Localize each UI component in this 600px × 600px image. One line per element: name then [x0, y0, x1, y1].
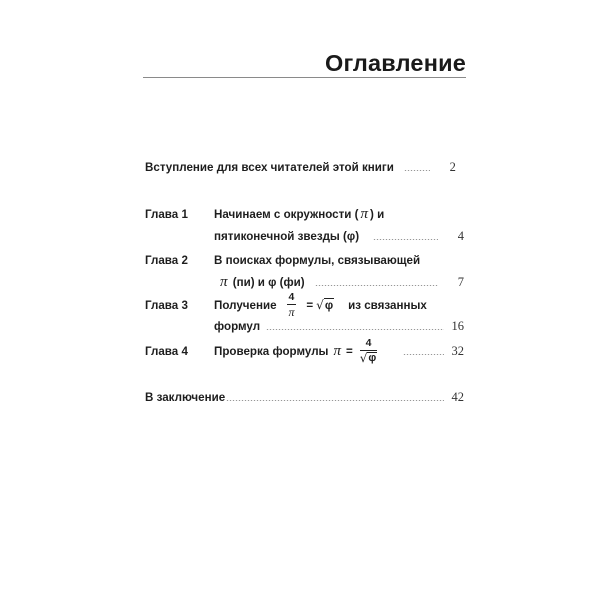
toc-line [145, 387, 464, 407]
dot-leader [404, 170, 430, 171]
chapter-label: Глава 1 [145, 207, 188, 221]
entry-title-part: ) и [370, 207, 385, 221]
toc-line [214, 316, 464, 336]
radical-sign: √ [359, 350, 368, 365]
page-number: 42 [451, 389, 464, 404]
page-number: 2 [449, 159, 456, 174]
fraction [287, 292, 297, 318]
entry-title-part: В поисках формулы, связывающей [214, 253, 421, 267]
toc-line [145, 293, 464, 317]
page-number: 16 [451, 318, 464, 333]
toc-line [145, 250, 464, 270]
toc-line [145, 337, 464, 365]
fraction-denominator: π [288, 304, 295, 319]
pi-symbol: π [360, 205, 369, 222]
toc-line [214, 272, 464, 292]
entry-title: В заключение [145, 390, 226, 404]
chapter-label: Глава 2 [145, 253, 188, 267]
page-number: 4 [457, 228, 464, 243]
entry-title-part: Проверка формулы [214, 344, 329, 358]
entry-title-part: пятиконечной звезды (φ) [214, 229, 360, 243]
chapter-label: Глава 3 [145, 298, 188, 312]
entry-title-part: из связанных [348, 298, 427, 312]
fraction [360, 338, 378, 364]
dot-leader [266, 329, 444, 330]
equals-sign: = [306, 298, 314, 312]
page-number: 32 [451, 343, 464, 358]
toc-line [214, 226, 464, 246]
toc-line [145, 204, 464, 224]
entry-title-part: (пи) и φ (фи) [229, 275, 305, 289]
entry-title-part: Получение [214, 298, 277, 312]
fraction-numerator: 4 [365, 337, 372, 350]
radicand: φ [324, 299, 334, 312]
toc-line [145, 157, 464, 177]
dot-leader [226, 400, 444, 401]
title-underline [143, 77, 466, 78]
chapter-label: Глава 4 [145, 344, 188, 358]
dot-leader [403, 354, 444, 355]
pi-symbol: π [333, 342, 341, 359]
radical-sign: √ [316, 298, 324, 312]
dot-leader [315, 285, 438, 286]
fraction-denominator [360, 351, 378, 364]
page-title: Оглавление [324, 50, 466, 76]
entry-title-part: Начинаем с окружности ( [214, 207, 359, 221]
fraction-numerator: 4 [288, 291, 295, 304]
dot-leader [373, 239, 438, 240]
entry-title-part: формул [214, 319, 261, 333]
pi-symbol: π [220, 273, 228, 290]
square-root [316, 298, 334, 312]
entry-title: Вступление для всех читателей этой книги [145, 160, 394, 174]
page-number: 7 [457, 274, 464, 289]
equals-sign: = [345, 344, 353, 358]
radicand: φ [368, 351, 377, 364]
